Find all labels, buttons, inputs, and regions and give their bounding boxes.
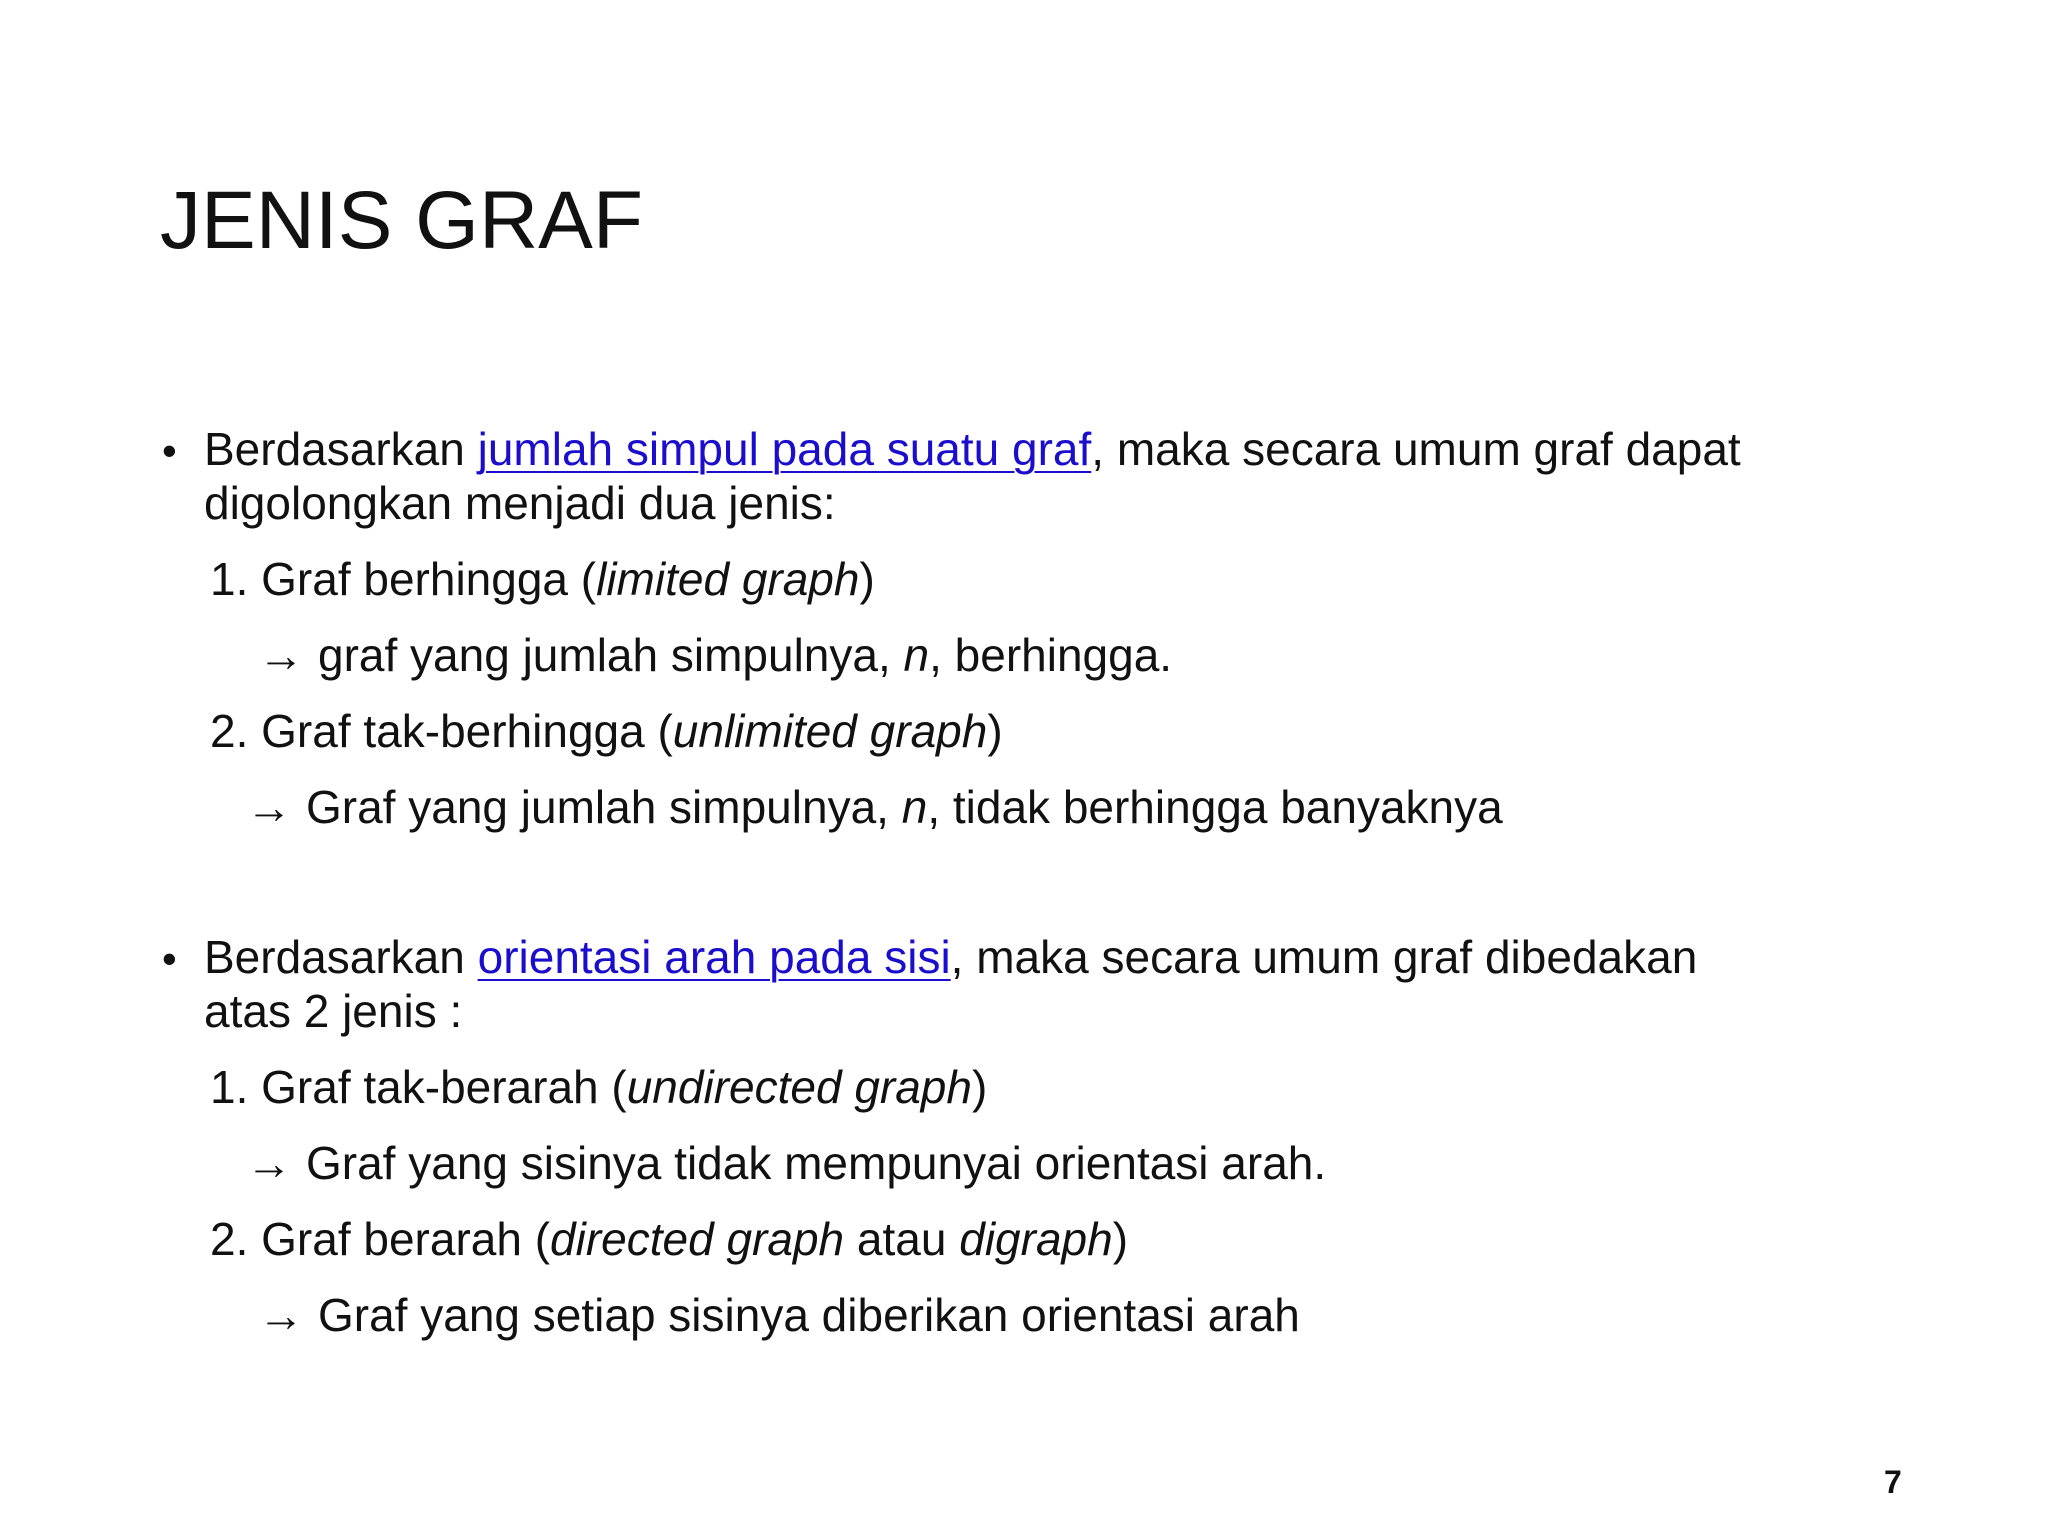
arrow-right-icon: → <box>246 1137 292 1189</box>
section2-item2 <box>210 1213 1129 1265</box>
arrow-right-icon: → <box>258 1289 304 1341</box>
desc-variable: n <box>901 781 928 833</box>
section1-item1 <box>210 553 875 605</box>
item-text: ) <box>1112 1213 1129 1265</box>
item-text: 1. Graf tak-berarah ( <box>210 1061 627 1113</box>
desc-text: Graf yang jumlah simpulnya, <box>306 781 902 833</box>
item-term: digraph <box>959 1213 1113 1265</box>
page-number: 7 <box>1884 1464 1902 1500</box>
intro-text: , maka secara umum graf dibedakan <box>950 931 1698 983</box>
desc-variable: n <box>903 629 930 681</box>
bullet-marker: • <box>162 935 177 982</box>
item-text: 2. Graf berarah ( <box>210 1213 551 1265</box>
arrow-right-icon: → <box>258 629 304 681</box>
section1-item2 <box>210 705 1003 757</box>
item-text: ) <box>859 553 875 605</box>
intro-text: Berdasarkan <box>204 423 478 475</box>
arrow-right-icon: → <box>246 781 292 833</box>
bullet-marker: • <box>162 427 177 474</box>
section2-intro <box>204 931 1698 983</box>
item-term: limited graph <box>596 553 860 605</box>
section1-item1-desc <box>258 629 1173 681</box>
item-text: ) <box>987 705 1003 757</box>
intro-text: , maka secara umum graf dapat <box>1091 423 1741 475</box>
desc-text: , berhingga. <box>929 629 1173 681</box>
item-term: undirected graph <box>626 1061 972 1113</box>
section1-intro <box>204 423 1741 475</box>
desc-text: graf yang jumlah simpulnya, <box>318 629 904 681</box>
item-text: atau <box>844 1213 960 1265</box>
item-term: directed graph <box>550 1213 845 1265</box>
section1-intro-line2: digolongkan menjadi dua jenis: <box>204 477 836 529</box>
item-text: ) <box>971 1061 988 1113</box>
desc-text: Graf yang sisinya tidak mempunyai orientasi arah. <box>306 1137 1327 1189</box>
jumlah-simpul-link[interactable]: jumlah simpul pada suatu graf <box>477 423 1092 475</box>
desc-text: , tidak berhingga banyaknya <box>927 781 1503 833</box>
slide-title: JENIS GRAF <box>160 175 643 266</box>
item-term: unlimited graph <box>672 705 988 757</box>
section2-intro-line2: atas 2 jenis : <box>204 985 463 1037</box>
intro-text: Berdasarkan <box>204 931 478 983</box>
section1-item2-desc <box>246 781 1503 833</box>
orientasi-arah-link[interactable]: orientasi arah pada sisi <box>477 931 951 983</box>
item-text: 2. Graf tak-berhingga ( <box>210 705 673 757</box>
section2-item1-desc <box>246 1137 1327 1189</box>
section2-item2-desc <box>258 1289 1300 1341</box>
desc-text: Graf yang setiap sisinya diberikan orientasi arah <box>318 1289 1300 1341</box>
item-text: 1. Graf berhingga ( <box>210 553 597 605</box>
section2-item1 <box>210 1061 988 1113</box>
